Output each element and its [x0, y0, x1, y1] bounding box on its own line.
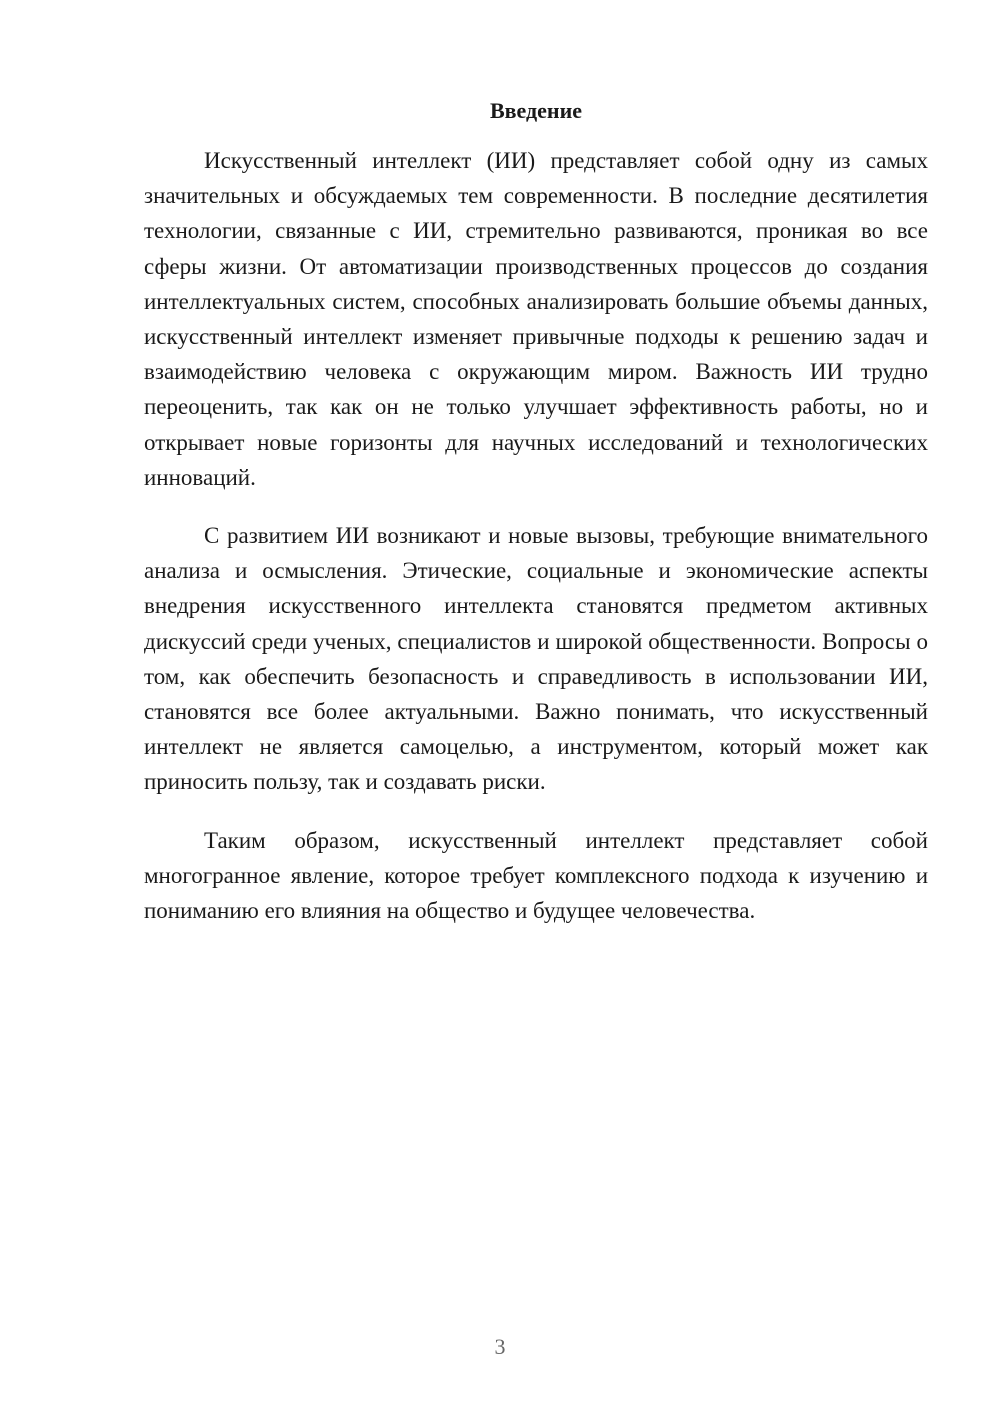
page-number: 3 [494, 1334, 506, 1359]
section-heading: Введение [489, 98, 583, 123]
paragraph-1: Искусственный интеллект (ИИ) представляет собой одну из самых значительных и обсуждаемых тем современности. В последние десятилетия технологии, связанные с ИИ, стремительно развиваются, проникая во все сферы жизни. От автоматизации производственных процессов до создания интеллектуальных систем, способных анализировать большие объемы данных, искусственный интеллект изменяет привычные подходы к решению задач и взаимодействию человека с окружающим миром. Важность ИИ трудно переоценить, так как он не только улучшает эффективность работы, но и открывает новые горизонты для научных исследований и технологических инноваций. [144, 148, 928, 490]
page-content [144, 96, 928, 951]
paragraph-2: С развитием ИИ возникают и новые вызовы, требующие внимательного анализа и осмысления. Этические, социальные и экономические аспекты внедрения искусственного интеллекта становятся предметом активных дискуссий среди ученых, специалистов и широкой общественности. Вопросы о том, как обеспечить безопасность и справедливость в использовании ИИ, становятся все более актуальными. Важно понимать, что искусственный интеллект не является самоцелью, а инструментом, который может как приносить пользу, так и создавать риски. [144, 523, 928, 795]
paragraph-3: Таким образом, искусственный интеллект представляет собой многогранное явление, которое требует комплексного подхода к изучению и пониманию его влияния на общество и будущее человечества. [144, 827, 928, 924]
